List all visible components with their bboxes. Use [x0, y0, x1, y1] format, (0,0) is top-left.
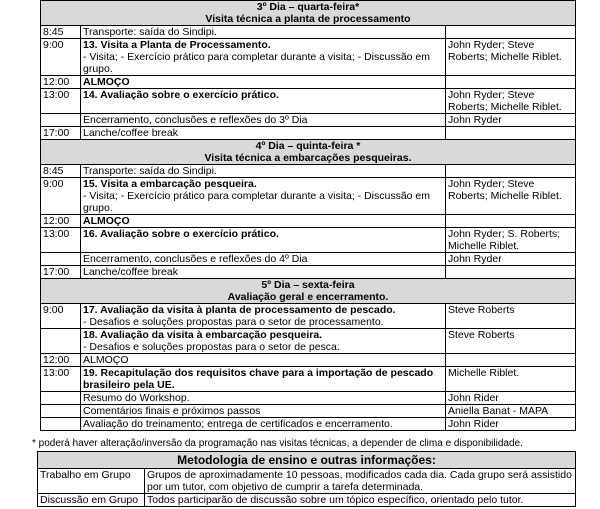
activity-cell	[81, 367, 446, 392]
schedule-row	[41, 215, 576, 228]
time-cell	[41, 253, 81, 266]
time-cell: 12:00	[41, 354, 81, 367]
time-cell: 12:00	[41, 76, 81, 89]
time-cell: 9:00	[41, 39, 81, 76]
activity-text: Encerramento, conclusões e reflexões do 4º Dia	[83, 253, 308, 265]
responsible-cell	[446, 127, 576, 140]
activity-cell	[81, 354, 446, 367]
activity-cell	[81, 405, 446, 418]
activity-cell	[81, 76, 446, 89]
methods-label: Discussão em Grupo	[38, 494, 145, 507]
methods-text: Grupos de aproximadamente 10 pessoas, modificados cada dia. Cada grupo será assistido por um tutor, com objetivo de cumprir a tarefa determinada.	[145, 469, 576, 494]
activity-title: 13. Visita a Planta de Processamento.	[83, 39, 271, 51]
responsible-cell	[446, 76, 576, 89]
activity-text: ALMOÇO	[83, 354, 129, 366]
activity-text: Transporte: saída do Sindipi.	[83, 165, 217, 177]
schedule-row	[41, 253, 576, 266]
activity-title: 19. Recapitulação dos requisitos chave para a importação de pescado brasileiro pela UE.	[83, 367, 434, 391]
activity-cell	[81, 304, 446, 329]
day-header-cell	[41, 279, 576, 304]
responsible-cell	[446, 215, 576, 228]
day-subtitle: Visita técnica a embarcações pesqueiras.	[204, 152, 412, 164]
day-title: 3º Dia – quarta-feira*	[256, 1, 360, 13]
schedule-row	[41, 329, 576, 354]
methods-text: Todos participarão de discussão sobre um tópico específico, orientado pelo tutor.	[145, 494, 576, 507]
activity-cell	[81, 253, 446, 266]
responsible-cell	[446, 165, 576, 178]
responsible-cell: John Ryder	[446, 253, 576, 266]
time-cell: 9:00	[41, 304, 81, 329]
activity-text: - Desafios e soluções propostas para o setor de processamento.	[83, 316, 384, 328]
activity-title: ALMOÇO	[83, 215, 130, 227]
schedule-row	[41, 89, 576, 114]
activity-text: Comentários finais e próximos passos	[83, 405, 261, 417]
activity-cell	[81, 392, 446, 405]
methods-table	[37, 451, 576, 507]
methods-row	[38, 494, 576, 507]
schedule-row	[41, 354, 576, 367]
activity-cell	[81, 418, 446, 431]
activity-title: 18. Avaliação da visita à embarcação pesqueira.	[83, 329, 323, 341]
time-cell: 8:45	[41, 165, 81, 178]
day-subtitle: Avaliação geral e encerramento.	[227, 291, 389, 303]
activity-cell	[81, 178, 446, 215]
time-cell: 9:00	[41, 178, 81, 215]
schedule-row	[41, 127, 576, 140]
schedule-row	[41, 418, 576, 431]
responsible-cell: John Ryder; S. Roberts; Michelle Riblet.	[446, 228, 576, 253]
activity-cell	[81, 39, 446, 76]
methods-title: Metodologia de ensino e outras informações:	[38, 452, 576, 469]
time-cell	[41, 418, 81, 431]
day-title: 5º Dia – sexta-feira	[261, 279, 355, 291]
footnote: * poderá haver alteração/inversão da programação nas visitas técnicas, a depender de clima e disponibilidade.	[32, 438, 523, 449]
time-cell: 12:00	[41, 215, 81, 228]
methods-label: Trabalho em Grupo	[38, 469, 145, 494]
time-cell	[41, 392, 81, 405]
time-cell: 13:00	[41, 228, 81, 253]
responsible-cell: Steve Roberts	[446, 329, 576, 354]
schedule-table	[40, 0, 576, 431]
responsible-cell: John Ryder; Steve Roberts; Michelle Riblet.	[446, 178, 576, 215]
activity-cell	[81, 89, 446, 114]
activity-text: Transporte: saída do Sindipi.	[83, 26, 217, 38]
schedule-row	[41, 39, 576, 76]
responsible-cell: Michelle Riblet.	[446, 367, 576, 392]
schedule-row	[41, 165, 576, 178]
time-cell	[41, 114, 81, 127]
time-cell	[41, 405, 81, 418]
responsible-cell: John Ryder; Steve Roberts; Michelle Riblet.	[446, 39, 576, 76]
activity-cell	[81, 114, 446, 127]
time-cell: 17:00	[41, 266, 81, 279]
activity-text: Encerramento, conclusões e reflexões do 3º Dia	[83, 114, 308, 126]
activity-cell	[81, 215, 446, 228]
activity-text: Resumo do Workshop.	[83, 392, 190, 404]
responsible-cell: Aniella Banat - MAPA	[446, 405, 576, 418]
activity-cell	[81, 165, 446, 178]
schedule-row	[41, 405, 576, 418]
schedule-row	[41, 392, 576, 405]
responsible-cell	[446, 354, 576, 367]
activity-text: Avaliação do treinamento; entrega de certificados e encerramento.	[83, 418, 393, 430]
activity-cell	[81, 26, 446, 39]
day-header	[41, 1, 576, 26]
time-cell: 8:45	[41, 26, 81, 39]
schedule-row	[41, 228, 576, 253]
activity-title: 17. Avaliação da visita à planta de processamento de pescado.	[83, 304, 396, 316]
activity-text: Lanche/coffee break	[83, 127, 178, 139]
activity-cell	[81, 127, 446, 140]
time-cell: 13:00	[41, 89, 81, 114]
activity-cell	[81, 266, 446, 279]
responsible-cell: John Ryder	[446, 114, 576, 127]
day-header-cell	[41, 140, 576, 165]
responsible-cell	[446, 26, 576, 39]
schedule-row	[41, 304, 576, 329]
responsible-cell: John Rider	[446, 418, 576, 431]
activity-title: ALMOÇO	[83, 76, 130, 88]
day-header	[41, 279, 576, 304]
day-subtitle: Visita técnica a planta de processamento	[205, 13, 411, 25]
activity-cell	[81, 329, 446, 354]
schedule-row	[41, 26, 576, 39]
methods-row	[38, 469, 576, 494]
activity-text: Lanche/coffee break	[83, 266, 178, 278]
activity-cell	[81, 228, 446, 253]
activity-text: - Desafios e soluções propostas para o setor de pesca.	[83, 341, 340, 353]
schedule-row	[41, 367, 576, 392]
time-cell	[41, 329, 81, 354]
schedule-row	[41, 266, 576, 279]
day-header	[41, 140, 576, 165]
schedule-row	[41, 76, 576, 89]
activity-title: 16. Avaliação sobre o exercício prático.	[83, 228, 279, 240]
schedule-row	[41, 178, 576, 215]
responsible-cell: John Rider	[446, 392, 576, 405]
responsible-cell: Steve Roberts	[446, 304, 576, 329]
responsible-cell: John Ryder; Steve Roberts; Michelle Riblet.	[446, 89, 576, 114]
day-header-cell	[41, 1, 576, 26]
activity-title: 14. Avaliação sobre o exercício prático.	[83, 89, 279, 101]
day-title: 4º Dia – quinta-feira *	[255, 140, 361, 152]
activity-text: - Visita; - Exercício prático para completar durante a visita; - Discussão em grupo.	[83, 51, 431, 75]
time-cell: 13:00	[41, 367, 81, 392]
time-cell: 17:00	[41, 127, 81, 140]
schedule-row	[41, 114, 576, 127]
responsible-cell	[446, 266, 576, 279]
activity-text: - Visita; - Exercício prático para completar durante a visita; - Discussão em grupo.	[83, 190, 431, 214]
activity-title: 15. Visita a embarcação pesqueira.	[83, 178, 257, 190]
